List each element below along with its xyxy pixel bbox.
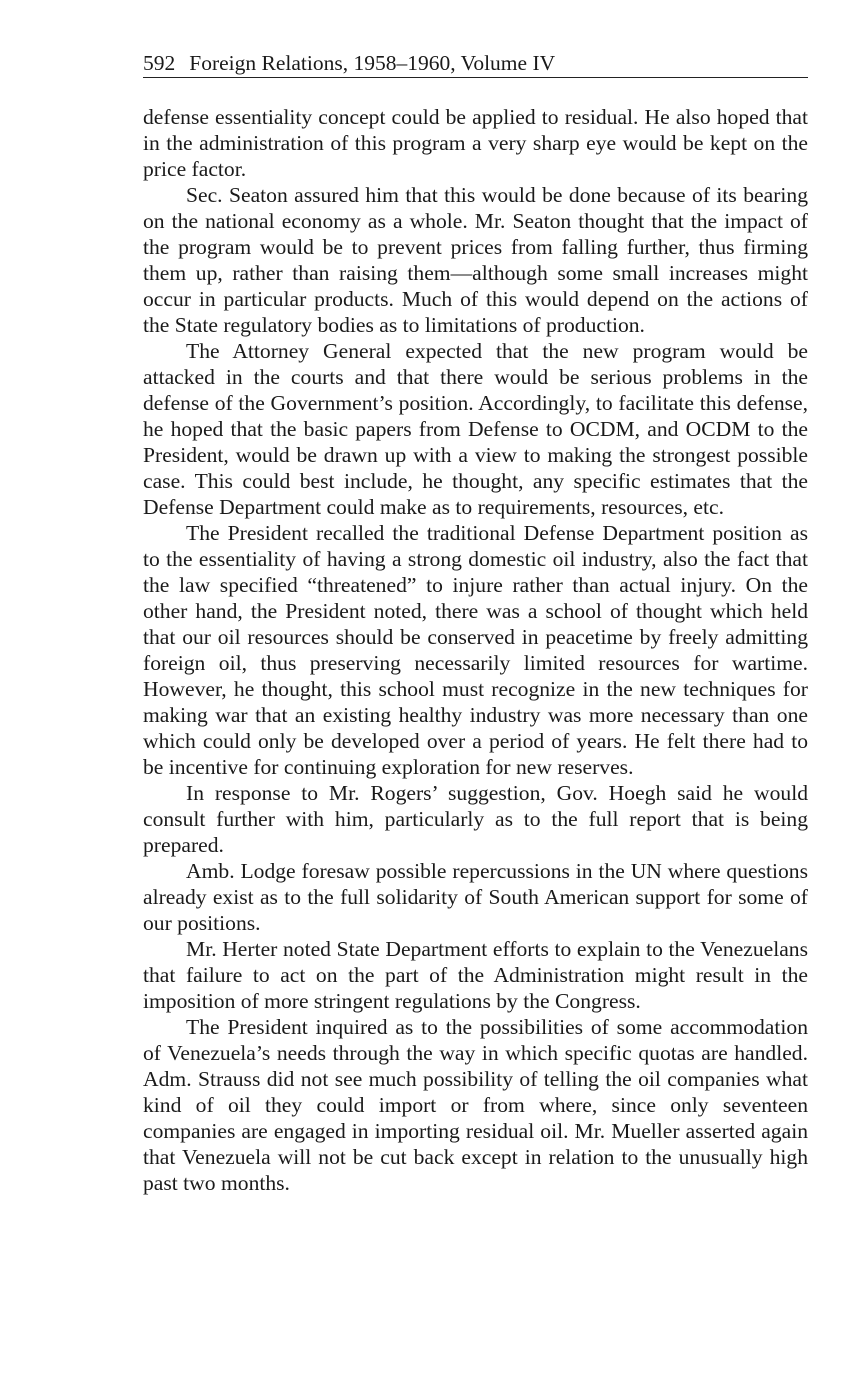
body-text: [143, 104, 808, 1196]
page-number: 592: [143, 51, 176, 75]
paragraph-rogers-hoegh: In response to Mr. Rogers’ suggestion, Gov. Hoegh said he would consult further with him, particularly as to the full report that is being prepared.: [143, 781, 808, 857]
paragraph-seaton: Sec. Seaton assured him that this would be done because of its bearing on the national economy as a whole. Mr. Seaton thought that the impact of the program would be to prevent prices from falling further, thus firming them up, rather than raising them—although some small increases might occur in particular products. Much of this would depend on the actions of the State regulatory bodies as to limitations of production.: [143, 183, 808, 337]
paragraph-continuation: defense essentiality concept could be applied to residual. He also hoped that in the administration of this program a very sharp eye would be kept on the price factor.: [143, 105, 808, 181]
running-header: [143, 50, 808, 78]
paragraph-lodge: Amb. Lodge foresaw possible repercussions in the UN where questions already exist as to the full solidarity of South American support for some of our positions.: [143, 859, 808, 935]
paragraph-president-recalled: The President recalled the traditional Defense Department position as to the essentiality of having a strong domestic oil industry, also the fact that the law specified “threatened” to injure rather than actual injury. On the other hand, the President noted, there was a school of thought which held that our oil resources should be conserved in peacetime by freely admitting foreign oil, thus preserving necessarily limited resources for wartime. However, he thought, this school must recognize in the new techniques for making war that an existing healthy industry was more necessary than one which could only be developed over a period of years. He felt there had to be incentive for continuing exploration for new reserves.: [143, 521, 808, 779]
paragraph-attorney-general: The Attorney General expected that the new program would be attacked in the courts and that there would be serious problems in the defense of the Government’s position. Accordingly, to facilitate this defense, he hoped that the basic papers from Defense to OCDM, and OCDM to the President, would be drawn up with a view to making the strongest possible case. This could best include, he thought, any specific estimates that the Defense Department could make as to requirements, resources, etc.: [143, 339, 808, 519]
paragraph-president-inquired: The President inquired as to the possibilities of some accommodation of Venezuela’s needs through the way in which specific quotas are handled. Adm. Strauss did not see much possibility of telling the oil companies what kind of oil they could import or from where, since only seventeen companies are engaged in importing residual oil. Mr. Mueller asserted again that Venezuela will not be cut back except in relation to the unusually high past two months.: [143, 1015, 808, 1195]
paragraph-herter: Mr. Herter noted State Department efforts to explain to the Venezuelans that failure to act on the part of the Administration might result in the imposition of more stringent regulations by the Congress.: [143, 937, 808, 1013]
running-title: Foreign Relations, 1958–1960, Volume IV: [189, 51, 556, 75]
